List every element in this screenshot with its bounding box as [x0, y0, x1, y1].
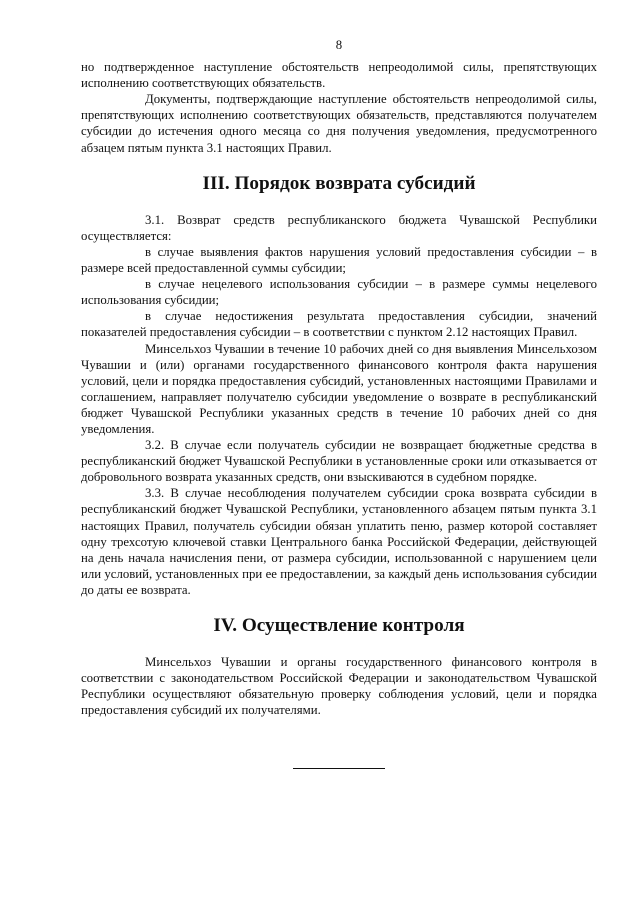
- paragraph-3-2: 3.2. В случае если получатель субсидии не возвращает бюджетные средства в республиканский бюджет Чувашской Республики в установленные сроки или отказывается от добровольного возврата указанных средств, они взыскиваются в судебном порядке.: [81, 438, 597, 485]
- paragraph-control: Минсельхоз Чувашии и органы государственного финансового контроля в соответствии с законодательством Российской Федерации и законодательством Чувашской Республики осуществляют обязательную проверку соблюдения условий, цели и порядка предоставления субсидий их получателями.: [81, 655, 597, 718]
- section-4-heading: IV. Осуществление контроля: [213, 615, 465, 636]
- page-number: 8: [335, 38, 343, 52]
- section-3-heading: III. Порядок возврата субсидий: [202, 172, 476, 194]
- document-page: [81, 37, 597, 769]
- paragraph-3-3: 3.3. В случае несоблюдения получателем субсидии срока возврата субсидии в республиканский бюджет Чувашской Республики, установленного абзацем пятым пункта 3.1 настоящих Правил, получатель субсидии обязан уплатить пеню, размер которой составляет одну трехсотую ключевой ставки Центрального банка Российской Федерации, действующей на день начала начисления пени, от размера субсидии, использованной с нарушением цели или условий, установленных при ее предоставлении, за каждый день использования субсидии до даты ее возврата.: [81, 486, 597, 597]
- closing-divider: [293, 768, 385, 769]
- intro-paragraph-continuation: но подтвержденное наступление обстоятельств непреодолимой силы, препятствующих исполнению соответствующих обязательств.: [81, 60, 597, 91]
- paragraph-3-1-case-misuse: в случае нецелевого использования субсидии – в размере суммы нецелевого использования субсидии;: [81, 277, 597, 308]
- paragraph-3-1-case-underachievement: в случае недостижения результата предоставления субсидии, значений показателей предоставления субсидии – в соответствии с пунктом 2.12 настоящих Правил.: [81, 309, 597, 340]
- paragraph-3-1-notification: Минсельхоз Чувашии в течение 10 рабочих дней со дня выявления Минсельхозом Чувашии и (или) органами государственного финансового контроля факта нарушения условий, цели и порядка предоставления субсидий, установленных настоящими Правилами и соглашением, направляет получателю субсидии уведомление о возврате в республиканский бюджет Чувашской Республики указанных средств в течение 10 рабочих дней со дня уведомления.: [81, 341, 597, 436]
- intro-paragraph-documents: Документы, подтверждающие наступление обстоятельств непреодолимой силы, препятствующих исполнению соответствующих обязательств, представляются получателем субсидии до истечения одного месяца со дня получения уведомления, предусмотренного абзацем пятым пункта 3.1 настоящих Правил.: [81, 92, 597, 155]
- paragraph-3-1: 3.1. Возврат средств республиканского бюджета Чувашской Республики осуществляется:: [81, 212, 597, 243]
- paragraph-3-1-case-violation: в случае выявления фактов нарушения условий предоставления субсидии – в размере всей предоставленной суммы субсидии;: [81, 244, 597, 276]
